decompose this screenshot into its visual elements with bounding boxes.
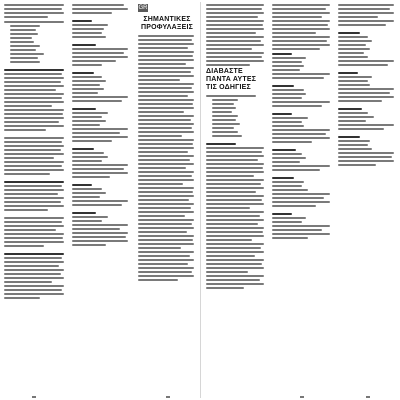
greek-parts-list — [206, 99, 266, 137]
column-1 — [4, 4, 66, 396]
page-number-mark — [366, 396, 370, 398]
column-6 — [338, 4, 396, 396]
column-2 — [72, 4, 130, 396]
language-tag: GR — [138, 5, 148, 11]
parts-list — [4, 25, 66, 63]
page-number-mark — [32, 396, 36, 398]
column-3 — [138, 4, 196, 396]
important-safeguards-heading: ΣΗΜΑΝΤΙΚΕΣ ΠΡΟΦΥΛΑΞΕΙΣ — [141, 16, 193, 31]
column-5 — [272, 4, 332, 396]
page-number-mark — [166, 396, 170, 398]
page-fold-divider — [200, 2, 201, 398]
page-number-mark — [300, 396, 304, 398]
greek-instructions-heading: ΔΙΑΒΑΣΤΕ ΠΑΝΤΑ ΑΥΤΕΣ ΤΙΣ ΟΔΗΓΙΕΣ — [206, 68, 257, 91]
column-4 — [206, 4, 266, 396]
